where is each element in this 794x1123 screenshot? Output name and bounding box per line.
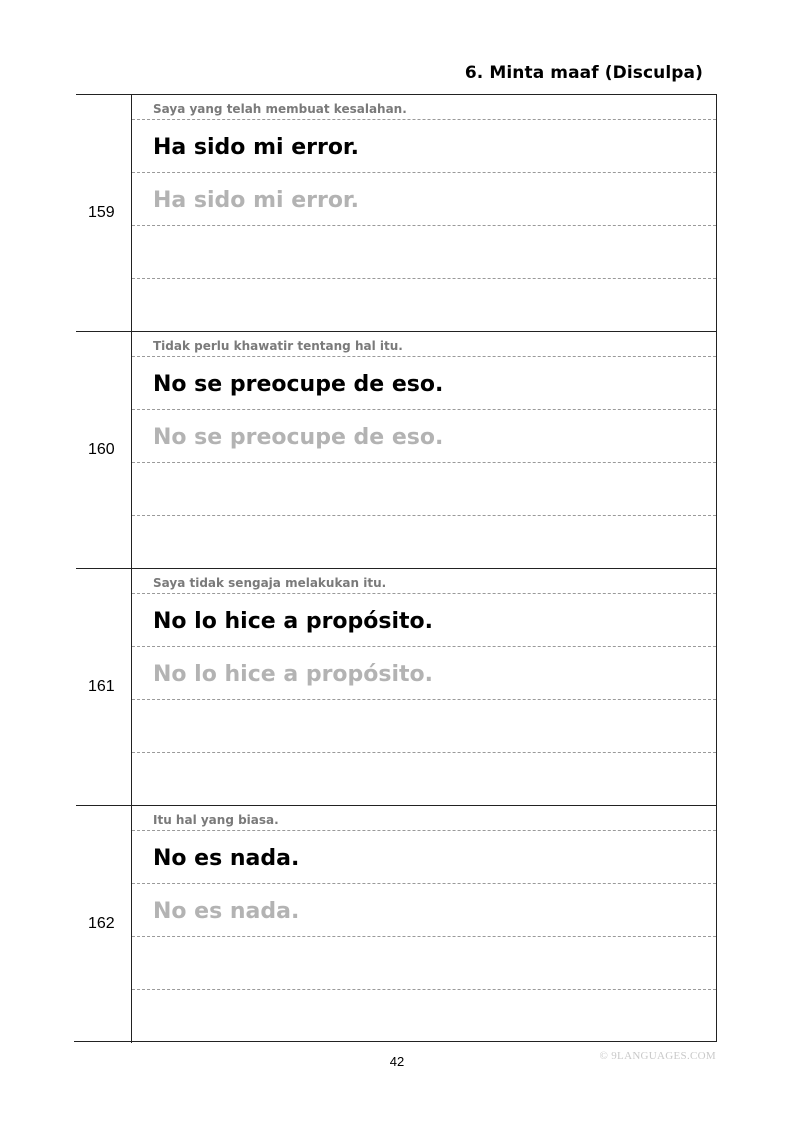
example-phrase: Ha sido mi error. bbox=[153, 135, 360, 160]
ruled-line bbox=[132, 172, 716, 173]
translation-hint: Itu hal yang biasa. bbox=[153, 813, 279, 827]
entry-block bbox=[76, 332, 716, 569]
entry-number: 161 bbox=[88, 678, 115, 695]
ruled-line bbox=[132, 646, 716, 647]
entry-number-column bbox=[76, 806, 132, 1043]
entry-number-column bbox=[76, 569, 132, 805]
ruled-line bbox=[132, 989, 716, 990]
entry-block bbox=[76, 95, 716, 332]
ruled-line bbox=[132, 409, 716, 410]
tracing-phrase: No es nada. bbox=[153, 899, 300, 924]
ruled-line bbox=[132, 278, 716, 279]
entry-number: 160 bbox=[88, 441, 115, 458]
practice-sheet bbox=[76, 94, 717, 1042]
bottom-rule bbox=[74, 1041, 717, 1042]
ruled-line bbox=[132, 119, 716, 120]
entry-number-column bbox=[76, 95, 132, 331]
ruled-line bbox=[132, 515, 716, 516]
entry-block bbox=[76, 569, 716, 806]
ruled-line bbox=[132, 699, 716, 700]
entry-block bbox=[76, 806, 716, 1043]
ruled-line bbox=[132, 356, 716, 357]
entry-number-column bbox=[76, 332, 132, 568]
example-phrase: No es nada. bbox=[153, 846, 300, 871]
copyright-notice: © 9LANGUAGES.COM bbox=[599, 1050, 716, 1062]
translation-hint: Saya tidak sengaja melakukan itu. bbox=[153, 576, 387, 590]
tracing-phrase: No lo hice a propósito. bbox=[153, 662, 434, 687]
ruled-line bbox=[132, 883, 716, 884]
ruled-line bbox=[132, 225, 716, 226]
page-number: 42 bbox=[389, 1054, 405, 1069]
translation-hint: Tidak perlu khawatir tentang hal itu. bbox=[153, 339, 403, 353]
translation-hint: Saya yang telah membuat kesalahan. bbox=[153, 102, 407, 116]
tracing-phrase: Ha sido mi error. bbox=[153, 188, 360, 213]
entry-number: 162 bbox=[88, 915, 115, 932]
example-phrase: No se preocupe de eso. bbox=[153, 372, 444, 397]
tracing-phrase: No se preocupe de eso. bbox=[153, 425, 444, 450]
ruled-line bbox=[132, 593, 716, 594]
example-phrase: No lo hice a propósito. bbox=[153, 609, 434, 634]
entry-number: 159 bbox=[88, 204, 115, 221]
ruled-line bbox=[132, 462, 716, 463]
page-title: 6. Minta maaf (Disculpa) bbox=[464, 63, 703, 83]
ruled-line bbox=[132, 752, 716, 753]
ruled-line bbox=[132, 830, 716, 831]
ruled-line bbox=[132, 936, 716, 937]
